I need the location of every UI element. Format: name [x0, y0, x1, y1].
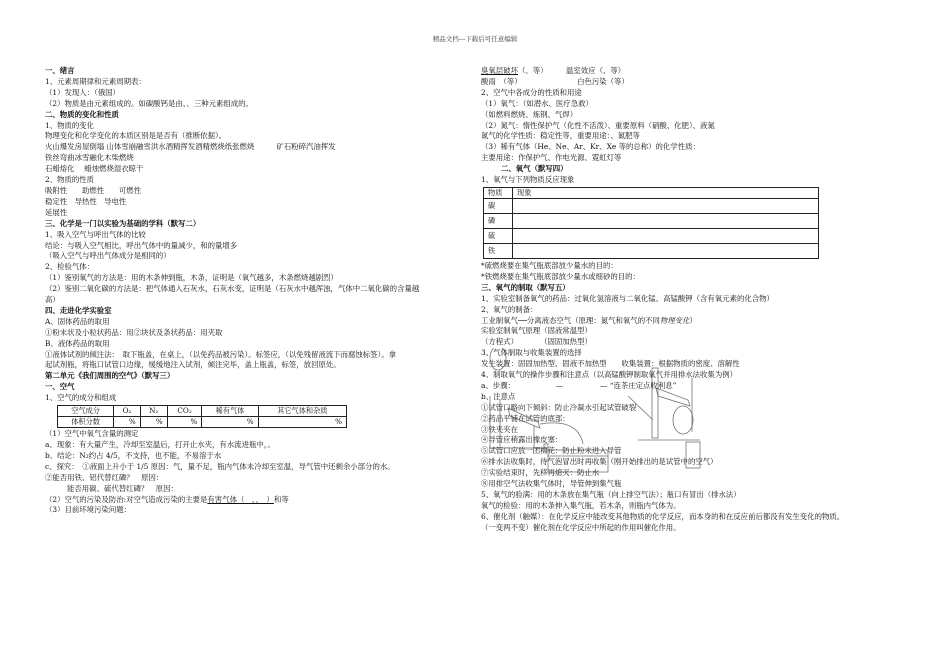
table-cell: [513, 213, 819, 228]
text-line: 2、检验气体：: [45, 262, 95, 272]
text-line: b、结论：N₂约占 4/5，不支持，也不能，不易溶于水: [45, 450, 222, 460]
text-line: 物理变化和化学变化的本质区别是是否有（推断依据）。: [45, 131, 227, 141]
text-line: （吸入空气与呼出气体成分是相同的）: [45, 251, 171, 261]
text-line: *硫燃烧要在集气瓶底部放少量水的目的：: [481, 260, 618, 270]
text-line: （方程式） （固固加热型）: [481, 337, 592, 347]
text-line: ⑥排水法收集时，待气泡冒出时再收集（刚开始排出的是试管中的空气）: [481, 457, 718, 467]
air-composition-table: [57, 405, 347, 428]
table-header: 物质: [484, 187, 513, 198]
lab-apparatus-illustration: [488, 348, 708, 478]
text-line: （2）物质是由元素组成的。如碳酸钙是由、、三种元素组成的。: [45, 98, 253, 108]
text-line: 4、制取氧气的操作步骤和注意点（以高锰酸钾制取氧气并用排水法收集为例）: [481, 370, 737, 380]
table-cell: [513, 198, 819, 213]
text-line: a、现象：有大量产生，冷却至室温后，打开止水夹，有水流进瓶中，。: [45, 440, 275, 449]
table-cell: 铁: [484, 243, 513, 258]
table-header: O₂: [114, 406, 140, 417]
text-line: [481, 66, 911, 77]
text-line: 实验室制氧气原理（固液常温型）: [481, 326, 592, 336]
text-line: 起试剂瓶，将瓶口试管口边缘，缓缓地注入试剂，倾注完毕，盖上瓶盖，标签，放回原处。: [45, 360, 341, 370]
text-line: 铁丝弯曲冰雪融化木柴燃烧: [45, 153, 134, 163]
text-line: B、液体药品的取用: [45, 338, 110, 348]
text-span: （、等） 温室效应（、等）: [517, 66, 626, 75]
text-line: 1、氧气与下列物质反应现象: [481, 175, 575, 185]
left-column: [45, 66, 463, 516]
text-line: ⑤试管口应放一团棉花：防止粉末进入导管: [481, 446, 622, 456]
section-heading: 三、氧气的制取（默写五）: [481, 282, 570, 292]
text-line: 氮气的化学性质：稳定性等，重要用途：、氮肥等: [481, 131, 640, 141]
text-line: ①液体试剂的倾注法： 取下瓶盖，在桌上，（以免药品被污染）。标签应，（以免残留液流下而腐蚀标签）。拿: [45, 349, 397, 359]
italic-text: 物理变化: [659, 315, 690, 325]
text-line: 主要用途：作保护气、作电光源、霓虹灯等: [481, 153, 622, 163]
text-line: 2、物质的性质: [45, 175, 95, 185]
text-line: 1、空气的成分和组成: [45, 393, 117, 403]
text-line: （1）氧气：（如潜水、医疗急救）: [481, 98, 593, 108]
text-line: 延展性: [45, 207, 68, 217]
underlined-text: 臭氧层破坏: [481, 66, 518, 75]
table-cell: 碳: [484, 198, 513, 213]
text-line: ②药品平铺在试管的底部：: [481, 413, 570, 423]
text-span: 和等: [273, 494, 289, 504]
section-heading: 一、绪言: [45, 66, 75, 75]
section-heading: 四、走进化学实验室: [45, 305, 112, 315]
table-cell: 磷: [484, 213, 513, 228]
text-line: ①试管口略向下倾斜：防止冷凝水引起试管破裂: [481, 402, 637, 412]
table-header: 空气成分: [58, 406, 114, 417]
text-line: （1）空气中氧气含量的测定: [45, 429, 139, 439]
text-line: 结论：与吸入空气相比，呼出气体中的量减少，和的量增多: [45, 240, 238, 250]
text-line: （1）鉴别氧气的方法是：用的木条伸到瓶，木条，证明是（氧气越多，木条燃烧越剧烈）: [45, 273, 338, 283]
text-line: 2、氧气的制备：: [481, 304, 538, 314]
text-line: [45, 495, 463, 506]
text-line: ③铁夹夹在: [481, 424, 518, 434]
table-cell: [513, 228, 819, 243]
text-line: b、注意点: [481, 391, 516, 401]
text-span: ）: [689, 315, 697, 325]
table-header: CO₂: [167, 406, 202, 417]
text-line: ①粉末状及小粒状药品：用②块状及条状药品：用夹取: [45, 327, 223, 337]
table-cell: 体积分数: [58, 417, 114, 428]
text-line: 高）: [45, 295, 60, 305]
table-header: 其它气体和杂质: [258, 406, 346, 417]
text-line: 5、氧气的验满：用的木条放在集气瓶（向上排空气法）；瓶口有冒出（排水法）: [481, 490, 741, 499]
text-line: （3）稀有气体（He、Ne、Ar、Kr、Xe 等的总称）的化学性质：: [481, 142, 700, 152]
section-heading: 二、物质的变化和性质: [45, 109, 119, 119]
table-cell: 硫: [484, 228, 513, 243]
text-span: 工业制氧气──分离液态空气（原理：氮气和氧气的不同: [481, 315, 660, 325]
text-line: 3、气体制取与收集装置的选择: [481, 348, 582, 358]
text-line: ⑧用排空气法收集气体时，导管伸到集气瓶: [481, 479, 622, 489]
oxygen-reaction-table: [483, 187, 819, 259]
text-line: 2、空气中各成分的性质和用途: [481, 87, 582, 97]
text-line: a、步骤： — — “连茶庄定点收利息”: [481, 380, 677, 390]
text-line: ⑦实验结束时，先移再熄灭：防止水: [481, 468, 600, 478]
table-cell: %: [202, 417, 258, 428]
table-cell: %: [114, 417, 140, 428]
text-line: 1、吸入空气与呼出气体的比较: [45, 229, 146, 239]
table-header: 现象: [513, 187, 819, 198]
text-line: 石蜡熔化 蜡烛燃烧湿衣晾干: [45, 164, 144, 174]
table-header: 稀有气体: [202, 406, 258, 417]
text-span: （2）空气的污染及防治:对空气造成污染的主要是: [45, 494, 208, 504]
text-line: 6、催化剂（触媒）：在化学反应中能改变其他物质的化学反应，而本身的和在反应前后都没有发生变化的物质。: [481, 511, 845, 521]
section-heading: 二、氧气（默写四）: [501, 164, 568, 174]
text-line: *铁燃烧要在集气瓶底部放少量水或细砂的目的：: [481, 271, 640, 281]
section-heading: 第二单元《我们周围的空气》（默写三）: [45, 371, 175, 381]
text-line: （2）鉴别二氧化碳的方法是：把气体通入石灰水，石灰水变，证明是（石灰水中越浑浊，气体中二氧化碳的含量越: [45, 284, 420, 294]
text-line: 氧气的检验：用的木条伸入集气瓶，若木条，则瓶内气体为。: [481, 500, 681, 510]
table-cell: %: [258, 417, 346, 428]
text-line: （一变两不变）催化剂在化学反应中所起的作用叫催化作用。: [481, 522, 681, 532]
text-line: 酸雨 （等） 白色污染（等）: [481, 76, 629, 86]
text-line: 1、元素周期律和元素周期表：: [45, 76, 146, 86]
underlined-text: 有害气体（ 、、 ）: [207, 494, 274, 504]
table-cell: %: [140, 417, 167, 428]
text-line: 1、实验室制备氧气的药品：过氧化氢溶液与二氧化锰、高锰酸钾（含有氧元素的化合物）: [481, 293, 774, 303]
text-line: （3）目前环境污染问题：: [45, 505, 132, 515]
section-heading: 三、化学是一门以实验为基础的学科（默写二）: [45, 218, 201, 228]
text-line: 吸附性 助燃性 可燃性: [45, 185, 142, 195]
text-line: A、固体药品的取用: [45, 316, 110, 326]
text-line: c、探究： ①液面上升小于 1/5 原因：气，量不足，瓶内气体未冷却至室温，导气管中还剩余小部分的水。: [45, 461, 395, 471]
table-cell: [513, 243, 819, 258]
text-line: ②能否用铁、铝代替红磷？ 原因：: [45, 472, 164, 482]
text-line: （2）氮气：惰性保护气（化性不活泼）、重要原料（硝酸、化肥）、液氮: [481, 120, 715, 130]
section-heading: 一、空气: [45, 382, 75, 392]
table-header: N₂: [140, 406, 167, 417]
text-line: 稳定性 导热性 导电性: [45, 196, 127, 206]
text-line: ④导管应稍露出橡皮塞：: [481, 435, 563, 445]
text-line: 发生装置：固固加热型、固液不加热型 收集装置：根据物质的密度、溶解性: [481, 359, 740, 369]
text-line: [481, 316, 911, 327]
text-line: 能否用碳、硫代替红磷？ 原因：: [67, 483, 178, 493]
text-line: 1、物质的变化: [45, 120, 95, 130]
text-line: （1）发现人：（俄国）: [45, 87, 120, 97]
text-line: （如燃料燃烧、炼钢、气焊）: [481, 109, 578, 119]
page-header: 精品文档---下载后可任意编辑: [432, 35, 518, 43]
text-line: 火山爆发房屋倒塌 山体雪崩融雪洪水酒精挥发酒精燃烧纸张燃烧 矿石粉碎汽油挥发: [45, 142, 336, 152]
table-cell: %: [167, 417, 202, 428]
